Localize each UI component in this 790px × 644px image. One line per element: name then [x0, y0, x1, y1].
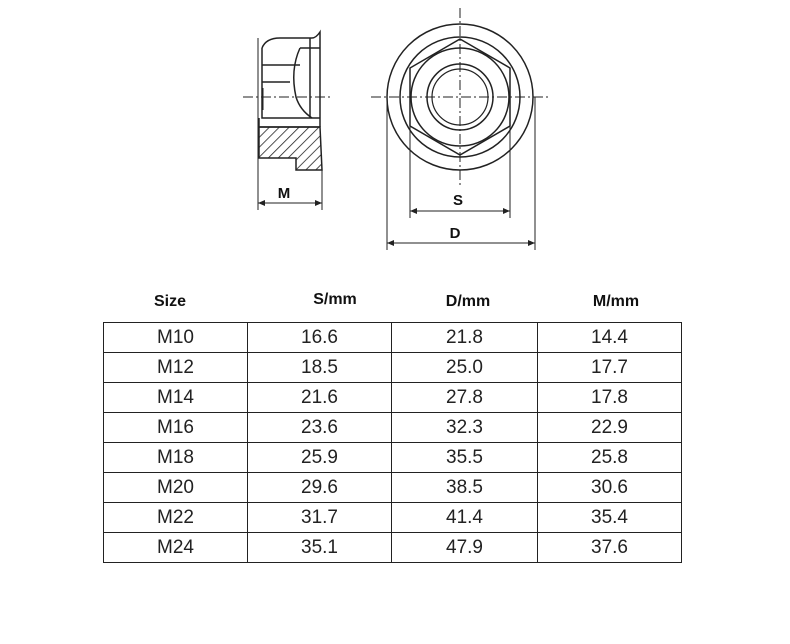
table-row — [104, 353, 682, 383]
cell-m: 30.6 — [538, 473, 682, 503]
cell-size: M16 — [104, 413, 248, 443]
cell-s: 31.7 — [248, 503, 392, 533]
cell-m: 17.8 — [538, 383, 682, 413]
cell-size: M22 — [104, 503, 248, 533]
cell-size: M12 — [104, 353, 248, 383]
cell-s: 18.5 — [248, 353, 392, 383]
table-row — [104, 443, 682, 473]
cell-m: 22.9 — [538, 413, 682, 443]
header-m: M/mm — [592, 293, 640, 310]
cell-size: M24 — [104, 533, 248, 563]
header-d: D/mm — [445, 293, 491, 310]
cell-d: 47.9 — [392, 533, 538, 563]
header-s: S/mm — [313, 291, 357, 308]
cell-m: 17.7 — [538, 353, 682, 383]
cell-m: 14.4 — [538, 323, 682, 353]
spec-table — [103, 322, 682, 563]
cell-d: 27.8 — [392, 383, 538, 413]
cell-d: 32.3 — [392, 413, 538, 443]
label-s: S — [452, 192, 464, 209]
cell-d: 38.5 — [392, 473, 538, 503]
cell-size: M14 — [104, 383, 248, 413]
cell-size: M10 — [104, 323, 248, 353]
header-size: Size — [153, 293, 186, 310]
cell-s: 16.6 — [248, 323, 392, 353]
side-view — [243, 32, 330, 210]
table-row — [104, 503, 682, 533]
table-row — [104, 413, 682, 443]
table-row — [104, 383, 682, 413]
cell-d: 41.4 — [392, 503, 538, 533]
cell-m: 37.6 — [538, 533, 682, 563]
cell-s: 21.6 — [248, 383, 392, 413]
table-row — [104, 533, 682, 563]
cell-m: 35.4 — [538, 503, 682, 533]
cell-d: 35.5 — [392, 443, 538, 473]
cell-s: 29.6 — [248, 473, 392, 503]
table-row — [104, 473, 682, 503]
cell-s: 23.6 — [248, 413, 392, 443]
cell-s: 25.9 — [248, 443, 392, 473]
table-row — [104, 323, 682, 353]
front-view — [371, 8, 548, 250]
label-d: D — [449, 225, 461, 242]
cell-d: 25.0 — [392, 353, 538, 383]
cell-m: 25.8 — [538, 443, 682, 473]
cell-size: M20 — [104, 473, 248, 503]
cell-s: 35.1 — [248, 533, 392, 563]
flange-nut-drawing — [0, 0, 790, 270]
cell-d: 21.8 — [392, 323, 538, 353]
cell-size: M18 — [104, 443, 248, 473]
label-m: M — [277, 185, 291, 202]
